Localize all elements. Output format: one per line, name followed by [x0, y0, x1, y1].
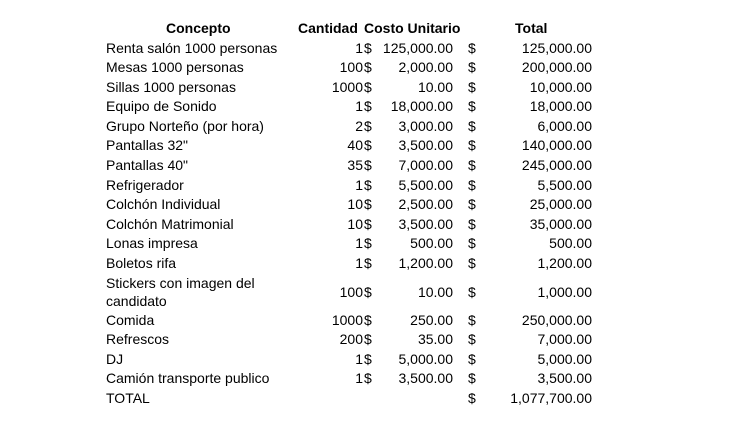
quantity-cell: 2: [355, 118, 363, 134]
currency-symbol: $: [468, 79, 476, 95]
concept-cell: Sillas 1000 personas: [106, 79, 236, 95]
total-cell: 6,000.00: [537, 118, 592, 134]
total-cell: 7,000.00: [537, 331, 592, 347]
total-label: TOTAL: [106, 390, 150, 406]
total-cell: 5,500.00: [537, 177, 592, 193]
concept-cell: Refrigerador: [106, 177, 184, 193]
quantity-cell: 35: [347, 157, 363, 173]
currency-symbol: $: [468, 177, 476, 193]
unit-cost-cell: 10.00: [417, 284, 453, 300]
concept-cell: Colchón Matrimonial: [106, 216, 234, 232]
concept-cell: Comida: [106, 312, 155, 328]
currency-symbol: $: [364, 40, 372, 56]
currency-symbol: $: [364, 137, 372, 153]
header-concept: Concepto: [166, 20, 231, 36]
currency-symbol: $: [364, 216, 372, 232]
total-cell: 250,000.00: [521, 312, 592, 328]
currency-symbol: $: [468, 255, 476, 271]
currency-symbol: $: [364, 284, 372, 300]
total-cell: 5,000.00: [537, 351, 592, 367]
header-total: Total: [515, 20, 548, 36]
concept-cell: Mesas 1000 personas: [106, 59, 244, 75]
total-cell: 35,000.00: [529, 216, 592, 232]
currency-symbol: $: [468, 312, 476, 328]
currency-symbol: $: [364, 370, 372, 386]
concept-cell: Boletos rifa: [106, 255, 177, 271]
currency-symbol: $: [468, 235, 476, 251]
quantity-cell: 10: [347, 196, 363, 212]
concept-cell: Equipo de Sonido: [106, 98, 217, 114]
total-cell: 3,500.00: [537, 370, 592, 386]
currency-symbol: $: [364, 235, 372, 251]
concept-cell: Camión transporte publico: [106, 370, 270, 386]
total-cell: 125,000.00: [521, 40, 592, 56]
unit-cost-cell: 18,000.00: [390, 98, 453, 114]
header-quantity: Cantidad: [298, 20, 358, 36]
concept-cell: Refrescos: [106, 331, 170, 347]
quantity-cell: 1: [355, 351, 363, 367]
unit-cost-cell: 7,000.00: [398, 157, 453, 173]
unit-cost-cell: 1,200.00: [398, 255, 453, 271]
currency-symbol: $: [468, 284, 476, 300]
unit-cost-cell: 10.00: [417, 79, 453, 95]
total-cell: 140,000.00: [521, 137, 592, 153]
unit-cost-cell: 3,500.00: [398, 137, 453, 153]
currency-symbol: $: [468, 59, 476, 75]
quantity-cell: 1: [355, 177, 363, 193]
quantity-cell: 1: [355, 40, 363, 56]
currency-symbol: $: [468, 390, 476, 406]
quantity-cell: 10: [347, 216, 363, 232]
unit-cost-cell: 5,000.00: [398, 351, 453, 367]
header-unit-cost: Costo Unitario: [364, 20, 461, 36]
concept-cell: Grupo Norteño (por hora): [106, 118, 264, 134]
unit-cost-cell: 3,500.00: [398, 370, 453, 386]
currency-symbol: $: [468, 137, 476, 153]
currency-symbol: $: [468, 331, 476, 347]
unit-cost-cell: 35.00: [417, 331, 453, 347]
total-cell: 1,200.00: [537, 255, 592, 271]
unit-cost-cell: 500.00: [410, 235, 453, 251]
quantity-cell: 40: [347, 137, 363, 153]
unit-cost-cell: 125,000.00: [382, 40, 453, 56]
currency-symbol: $: [468, 351, 476, 367]
unit-cost-cell: 250.00: [410, 312, 453, 328]
quantity-cell: 1000: [331, 79, 363, 95]
quantity-cell: 1000: [331, 312, 363, 328]
concept-cell: Stickers con imagen del candidato: [106, 275, 255, 309]
quantity-cell: 100: [339, 59, 363, 75]
concept-cell: Colchón Individual: [106, 196, 221, 212]
quantity-cell: 1: [355, 235, 363, 251]
currency-symbol: $: [364, 118, 372, 134]
concept-cell: Pantallas 40": [106, 157, 189, 173]
total-cell: 18,000.00: [529, 98, 592, 114]
quantity-cell: 100: [339, 284, 363, 300]
currency-symbol: $: [364, 196, 372, 212]
quantity-cell: 1: [355, 98, 363, 114]
total-cell: 10,000.00: [529, 79, 592, 95]
total-cell: 245,000.00: [521, 157, 592, 173]
currency-symbol: $: [364, 331, 372, 347]
currency-symbol: $: [364, 255, 372, 271]
concept-cell: Renta salón 1000 personas: [106, 40, 278, 56]
currency-symbol: $: [364, 351, 372, 367]
currency-symbol: $: [468, 118, 476, 134]
unit-cost-cell: 5,500.00: [398, 177, 453, 193]
currency-symbol: $: [364, 79, 372, 95]
quantity-cell: 1: [355, 370, 363, 386]
unit-cost-cell: 3,500.00: [398, 216, 453, 232]
total-cell: 200,000.00: [521, 59, 592, 75]
concept-cell: Lonas impresa: [106, 235, 198, 251]
concept-cell: DJ: [106, 351, 124, 367]
currency-symbol: $: [468, 216, 476, 232]
currency-symbol: $: [364, 177, 372, 193]
currency-symbol: $: [468, 98, 476, 114]
grand-total: 1,077,700.00: [510, 390, 592, 406]
concept-cell: Pantallas 32": [106, 137, 189, 153]
total-cell: 1,000.00: [537, 284, 592, 300]
unit-cost-cell: 2,500.00: [398, 196, 453, 212]
currency-symbol: $: [364, 312, 372, 328]
currency-symbol: $: [468, 196, 476, 212]
total-cell: 25,000.00: [529, 196, 592, 212]
unit-cost-cell: 2,000.00: [398, 59, 453, 75]
quantity-cell: 1: [355, 255, 363, 271]
currency-symbol: $: [468, 370, 476, 386]
currency-symbol: $: [364, 157, 372, 173]
quantity-cell: 200: [339, 331, 363, 347]
currency-symbol: $: [468, 40, 476, 56]
currency-symbol: $: [364, 98, 372, 114]
total-cell: 500.00: [549, 235, 592, 251]
currency-symbol: $: [468, 157, 476, 173]
unit-cost-cell: 3,000.00: [398, 118, 453, 134]
currency-symbol: $: [364, 59, 372, 75]
